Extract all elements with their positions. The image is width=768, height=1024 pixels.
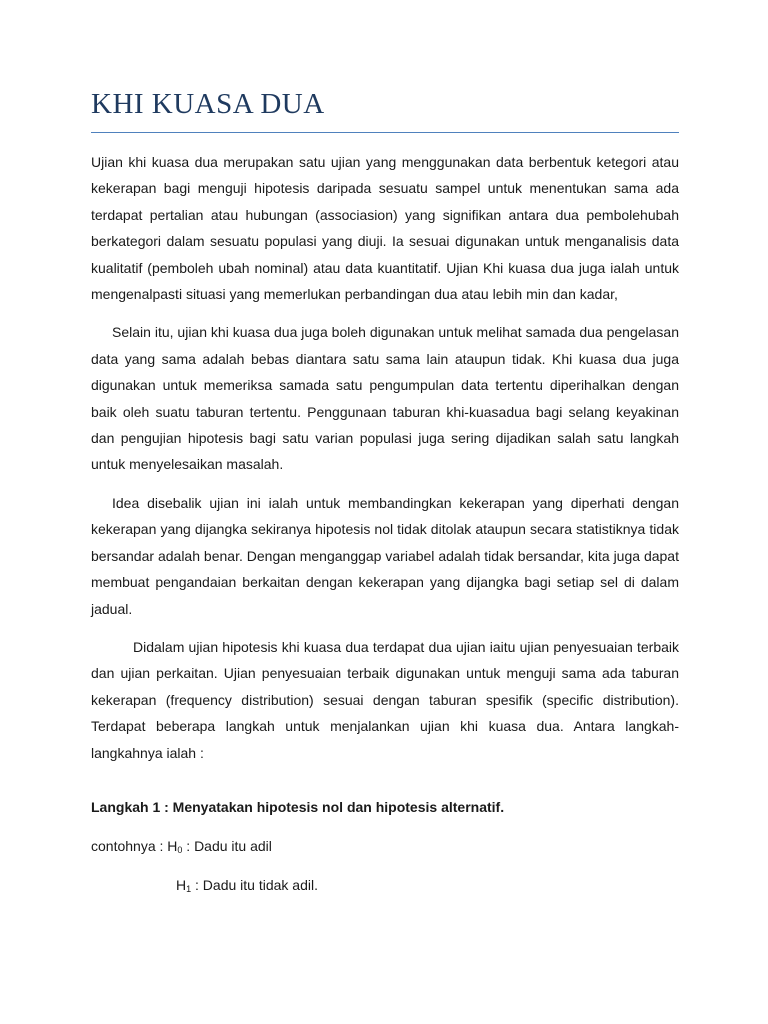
h0-text: : Dadu itu adil	[182, 838, 272, 854]
example-prefix: contohnya : H	[91, 838, 178, 854]
document-body	[91, 149, 679, 778]
paragraph-1: Ujian khi kuasa dua merupakan satu ujian yang menggunakan data berbentuk ketegori atau kekerapan bagi menguji hipotesis daripada sesuatu sampel untuk menentukan sama ada terdapat pertalian atau hubungan (associasion) yang signifikan antara dua pembolehubah berkategori dalam sesuatu populasi yang diuji. Ia sesuai digunakan untuk menganalisis data kualitatif (pemboleh ubah nominal) atau data kuantitatif. Ujian Khi kuasa dua juga ialah untuk mengenalpasti situasi yang memerlukan perbandingan dua atau lebih min dan kadar,	[91, 154, 679, 303]
document-title: KHI KUASA DUA	[91, 88, 325, 120]
example-h0-line	[91, 838, 272, 855]
h1-prefix: H	[176, 877, 187, 893]
h1-subscript: 1	[186, 884, 192, 894]
paragraph-2: Selain itu, ujian khi kuasa dua juga boleh digunakan untuk melihat samada dua pengelasan data yang sama adalah bebas diantara satu sama lain ataupun tidak. Khi kuasa dua juga digunakan untuk memeriksa samada satu pengumpulan data tertentu diperihalkan dengan baik oleh suatu taburan tertentu. Penggunaan taburan khi-kuasadua bagi selang keyakinan dan pengujian hipotesis bagi satu varian populasi juga sering dijadikan salah satu langkah untuk menyelesaikan masalah.	[91, 324, 679, 473]
example-h1-line	[176, 877, 318, 894]
paragraph-4: Didalam ujian hipotesis khi kuasa dua terdapat dua ujian iaitu ujian penyesuaian terbaik dan ujian perkaitan. Ujian penyesuaian terbaik digunakan untuk menguji sama ada taburan kekerapan (frequency distribution) sesuai dengan taburan spesifik (specific distribution). Terdapat beberapa langkah untuk menjalankan ujian khi kuasa dua. Antara langkah-langkahnya ialah :	[91, 638, 679, 761]
h0-subscript: 0	[177, 845, 183, 855]
paragraph-3: Idea disebalik ujian ini ialah untuk membandingkan kekerapan yang diperhati dengan kekerapan yang dijangka sekiranya hipotesis nol tidak ditolak ataupun secara statistiknya tidak bersandar adalah benar. Dengan menganggap variabel adalah tidak bersandar, kita juga dapat membuat pengandaian berkaitan dengan kekerapan yang dijangka bagi setiap sel di dalam jadual.	[91, 494, 679, 617]
step-heading: Langkah 1 : Menyatakan hipotesis nol dan hipotesis alternatif.	[91, 799, 505, 815]
h1-text: : Dadu itu tidak adil.	[191, 877, 318, 893]
title-underline	[91, 132, 679, 133]
